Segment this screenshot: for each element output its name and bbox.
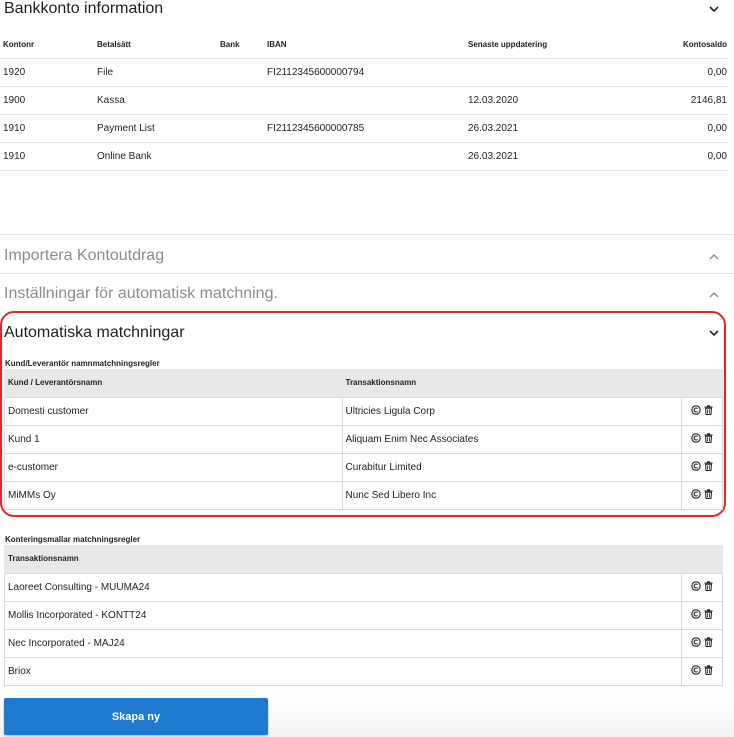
- copy-icon[interactable]: [691, 489, 701, 499]
- cell-iban: [264, 86, 465, 114]
- posting-rules-title: Konteringsmallar matchningsregler: [5, 535, 141, 544]
- cell-account-number: 1900: [0, 86, 94, 114]
- trash-icon[interactable]: [704, 609, 713, 619]
- trash-icon[interactable]: [704, 581, 713, 591]
- cell-iban: FI2112345600000785: [264, 114, 465, 142]
- table-row[interactable]: [0, 86, 728, 114]
- cell-transaction-name: Ultricies Ligula Corp: [342, 397, 682, 425]
- cell-iban: [264, 142, 465, 170]
- table-header-row: [0, 32, 728, 58]
- table-row[interactable]: [5, 657, 723, 685]
- cell-last-update: 12.03.2020: [465, 86, 595, 114]
- chevron-up-icon[interactable]: [708, 250, 720, 262]
- copy-icon[interactable]: [691, 433, 701, 443]
- table-header-row: [5, 545, 723, 573]
- cell-account-number: 1910: [0, 142, 94, 170]
- cell-balance: 0,00: [595, 58, 728, 86]
- row-actions: [682, 481, 723, 509]
- bank-section-header[interactable]: [0, 0, 734, 18]
- cell-bank: [217, 142, 264, 170]
- table-row[interactable]: [0, 142, 728, 170]
- cell-last-update: [465, 58, 595, 86]
- cell-balance: 0,00: [595, 114, 728, 142]
- column-header-customer-name[interactable]: Kund / Leverantörsnamn: [5, 369, 343, 397]
- column-header-kontonr[interactable]: Kontonr: [3, 40, 35, 50]
- cell-transaction-name: Mollis Incorporated - KONTT24: [5, 601, 682, 629]
- cell-payment-method: Online Bank: [94, 142, 217, 170]
- table-header-row: [5, 369, 723, 397]
- cell-transaction-name: Nunc Sed Libero Inc: [342, 481, 682, 509]
- cell-customer-name: MiMMs Oy: [5, 481, 343, 509]
- column-header-actions: [682, 545, 723, 573]
- row-actions: [682, 425, 723, 453]
- table-row[interactable]: [5, 397, 723, 425]
- cell-last-update: 26.03.2021: [465, 114, 595, 142]
- posting-rules-table: [4, 545, 723, 686]
- copy-icon[interactable]: [691, 405, 701, 415]
- cell-transaction-name: Curabitur Limited: [342, 453, 682, 481]
- table-row[interactable]: [5, 601, 723, 629]
- table-row[interactable]: [5, 425, 723, 453]
- cell-customer-name: Domesti customer: [5, 397, 343, 425]
- cell-payment-method: File: [94, 58, 217, 86]
- column-header-bank[interactable]: Bank: [220, 40, 240, 50]
- settings-section-header[interactable]: [0, 283, 734, 305]
- trash-icon[interactable]: [704, 637, 713, 647]
- cell-customer-name: e-customer: [5, 453, 343, 481]
- cell-account-number: 1910: [0, 114, 94, 142]
- cell-transaction-name: Laoreet Consulting - MUUMA24: [5, 573, 682, 601]
- auto-matching-section-header[interactable]: [0, 322, 734, 344]
- auto-matching-section-title: Automatiska matchningar: [4, 324, 185, 341]
- cell-payment-method: Payment List: [94, 114, 217, 142]
- chevron-up-icon[interactable]: [708, 288, 720, 300]
- cell-account-number: 1920: [0, 58, 94, 86]
- customer-rules-title: Kund/Leverantör namnmatchningsregler: [5, 359, 160, 368]
- create-new-button[interactable]: Skapa ny: [4, 698, 268, 735]
- cell-balance: 2146,81: [595, 86, 728, 114]
- table-row[interactable]: [5, 573, 723, 601]
- cell-payment-method: Kassa: [94, 86, 217, 114]
- column-header-betalsatt[interactable]: Betalsätt: [97, 40, 131, 50]
- table-row[interactable]: [0, 58, 728, 86]
- cell-bank: [217, 114, 264, 142]
- cell-last-update: 26.03.2021: [465, 142, 595, 170]
- row-actions: [682, 601, 723, 629]
- row-actions: [682, 453, 723, 481]
- column-header-balance[interactable]: Kontosaldo: [683, 40, 727, 50]
- table-row[interactable]: [0, 114, 728, 142]
- column-header-transaction-name[interactable]: Transaktionsnamn: [342, 369, 682, 397]
- row-actions: [682, 573, 723, 601]
- cell-customer-name: Kund 1: [5, 425, 343, 453]
- row-actions: [682, 629, 723, 657]
- bank-account-table: [0, 32, 728, 171]
- copy-icon[interactable]: [691, 581, 701, 591]
- cell-transaction-name: Nec Incorporated - MAJ24: [5, 629, 682, 657]
- cell-bank: [217, 86, 264, 114]
- trash-icon[interactable]: [704, 665, 713, 675]
- settings-section-title: Inställningar för automatisk matchning.: [4, 285, 278, 302]
- chevron-down-icon[interactable]: [708, 3, 720, 15]
- column-header-transaction-name[interactable]: Transaktionsnamn: [5, 545, 682, 573]
- divider: [0, 273, 734, 274]
- column-header-actions: [682, 369, 723, 397]
- bank-section-title: Bankkonto information: [4, 0, 164, 17]
- import-section-header[interactable]: [0, 245, 734, 267]
- row-actions: [682, 397, 723, 425]
- row-actions: [682, 657, 723, 685]
- cell-balance: 0,00: [595, 142, 728, 170]
- chevron-down-icon[interactable]: [708, 327, 720, 339]
- copy-icon[interactable]: [691, 461, 701, 471]
- customer-rules-table: [4, 369, 723, 510]
- table-row[interactable]: [5, 629, 723, 657]
- column-header-last-update[interactable]: Senaste uppdatering: [468, 40, 548, 50]
- trash-icon[interactable]: [704, 461, 713, 471]
- trash-icon[interactable]: [704, 433, 713, 443]
- copy-icon[interactable]: [691, 665, 701, 675]
- copy-icon[interactable]: [691, 637, 701, 647]
- cell-bank: [217, 58, 264, 86]
- cell-transaction-name: Briox: [5, 657, 682, 685]
- column-header-iban[interactable]: IBAN: [267, 40, 287, 50]
- cell-iban: FI2112345600000794: [264, 58, 465, 86]
- divider: [0, 234, 734, 235]
- trash-icon[interactable]: [704, 489, 713, 499]
- table-row[interactable]: [5, 453, 723, 481]
- import-section-title: Importera Kontoutdrag: [4, 247, 165, 264]
- table-row[interactable]: [5, 481, 723, 509]
- trash-icon[interactable]: [704, 405, 713, 415]
- cell-transaction-name: Aliquam Enim Nec Associates: [342, 425, 682, 453]
- copy-icon[interactable]: [691, 609, 701, 619]
